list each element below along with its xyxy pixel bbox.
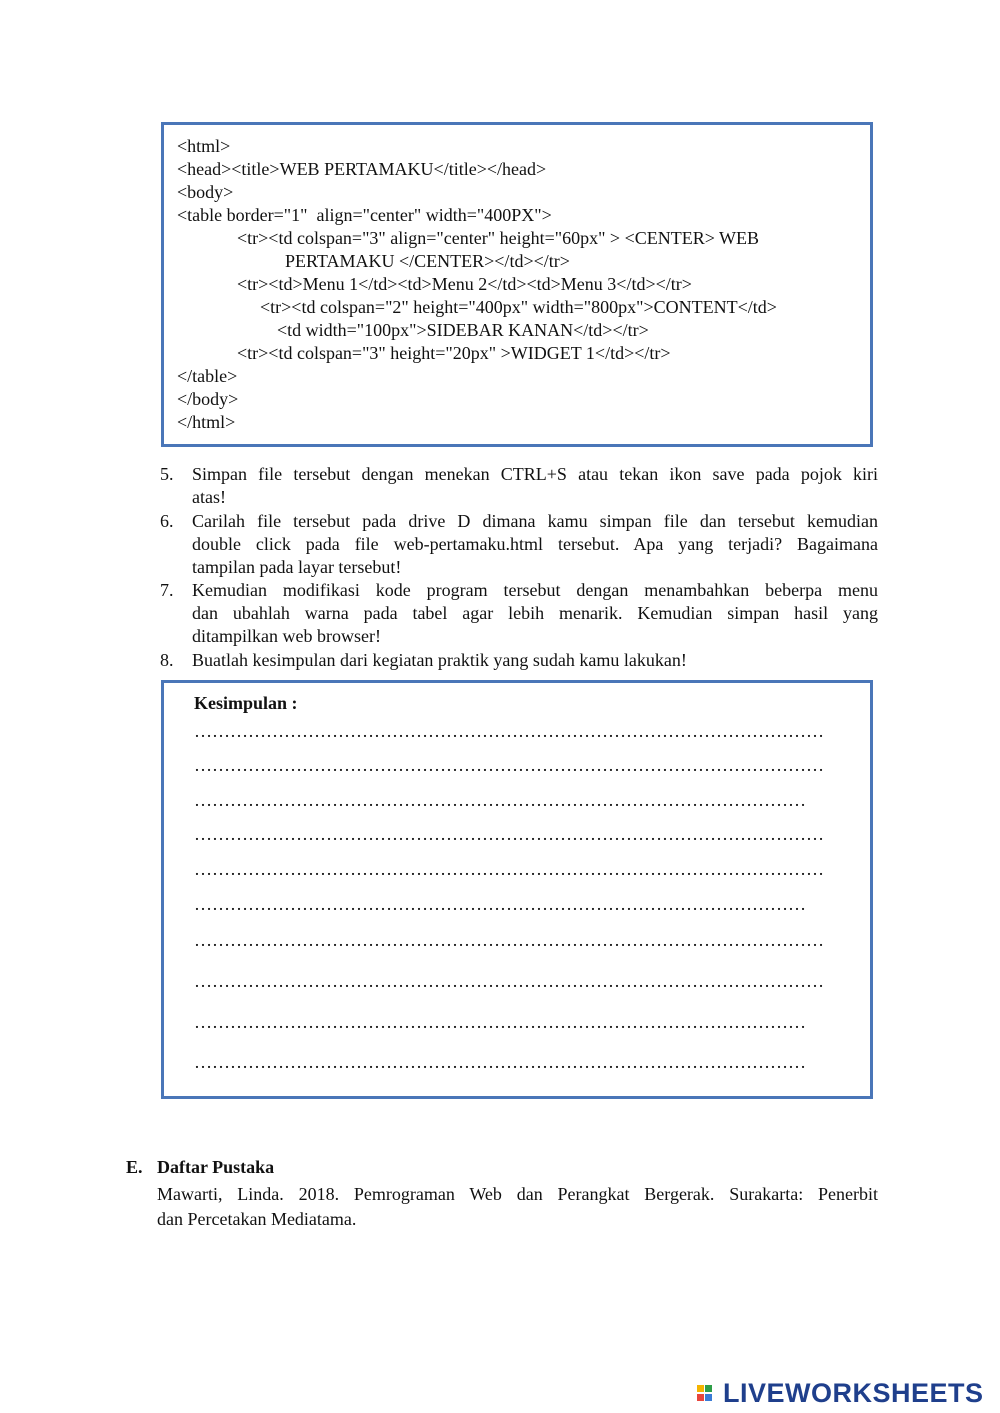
- code-line: <tr><td>Menu 1</td><td>Menu 2</td><td>Menu 3</td></tr>: [237, 274, 692, 294]
- answer-line[interactable]: ……………………………………………………………………………………………: [194, 859, 824, 879]
- code-line: <tr><td colspan="3" height="20px" >WIDGET 1</td></tr>: [237, 343, 671, 363]
- code-line: <td width="100px">SIDEBAR KANAN</td></tr>: [277, 320, 649, 340]
- step-text: Kemudian modifikasi kode program tersebut dengan menambahkan beberpa menu: [192, 580, 878, 600]
- kesimpulan-title: Kesimpulan :: [194, 693, 298, 713]
- kesimpulan-box: [161, 680, 873, 1099]
- answer-line[interactable]: …………………………………………………………………………………………: [194, 1052, 806, 1072]
- logo-text: LIVEWORKSHEETS: [723, 1377, 984, 1408]
- code-line: PERTAMAKU </CENTER></td></tr>: [285, 251, 570, 271]
- code-box: [161, 122, 873, 447]
- liveworksheets-logo: [697, 1378, 984, 1408]
- code-line: <tr><td colspan="2" height="400px" width="800px">CONTENT</td>: [260, 297, 777, 317]
- step-number: 5.: [160, 464, 174, 484]
- answer-line[interactable]: ……………………………………………………………………………………………: [194, 971, 824, 991]
- step-number: 8.: [160, 650, 174, 670]
- answer-line[interactable]: …………………………………………………………………………………………: [194, 1012, 806, 1032]
- answer-line[interactable]: …………………………………………………………………………………………: [194, 790, 806, 810]
- answer-line[interactable]: ……………………………………………………………………………………………: [194, 755, 824, 775]
- step-text: ditampilkan web browser!: [192, 626, 381, 646]
- code-line: <body>: [177, 182, 234, 202]
- answer-line[interactable]: ……………………………………………………………………………………………: [194, 930, 824, 950]
- step-text: Simpan file tersebut dengan menekan CTRL+S atau tekan ikon save pada pojok kiri: [192, 464, 878, 484]
- code-line: </body>: [177, 389, 239, 409]
- section-label: E.: [126, 1157, 143, 1177]
- code-line: </table>: [177, 366, 238, 386]
- reference-text: Mawarti, Linda. 2018. Pemrograman Web dan Perangkat Bergerak. Surakarta: Penerbit: [157, 1184, 878, 1204]
- answer-line[interactable]: ……………………………………………………………………………………………: [194, 824, 824, 844]
- code-line: <head><title>WEB PERTAMAKU</title></head>: [177, 159, 547, 179]
- code-line: </html>: [177, 412, 236, 432]
- step-text: Buatlah kesimpulan dari kegiatan praktik yang sudah kamu lakukan!: [192, 650, 687, 670]
- code-line: <table border="1" align="center" width="400PX">: [177, 205, 552, 225]
- step-text: dan ubahlah warna pada tabel agar lebih menarik. Kemudian simpan hasil yang: [192, 603, 878, 623]
- answer-line[interactable]: ……………………………………………………………………………………………: [194, 721, 824, 741]
- reference-text: dan Percetakan Mediatama.: [157, 1209, 357, 1229]
- step-number: 6.: [160, 511, 174, 531]
- answer-line[interactable]: …………………………………………………………………………………………: [194, 894, 806, 914]
- logo-mark-icon: [697, 1381, 719, 1405]
- step-text: atas!: [192, 487, 226, 507]
- step-text: Carilah file tersebut pada drive D dimana kamu simpan file dan tersebut kemudian: [192, 511, 878, 531]
- code-line: <html>: [177, 136, 231, 156]
- code-line: <tr><td colspan="3" align="center" height="60px" > <CENTER> WEB: [237, 228, 760, 248]
- step-number: 7.: [160, 580, 174, 600]
- step-text: double click pada file web-pertamaku.html tersebut. Apa yang terjadi? Bagaimana: [192, 534, 878, 554]
- section-title: Daftar Pustaka: [157, 1157, 275, 1177]
- step-text: tampilan pada layar tersebut!: [192, 557, 402, 577]
